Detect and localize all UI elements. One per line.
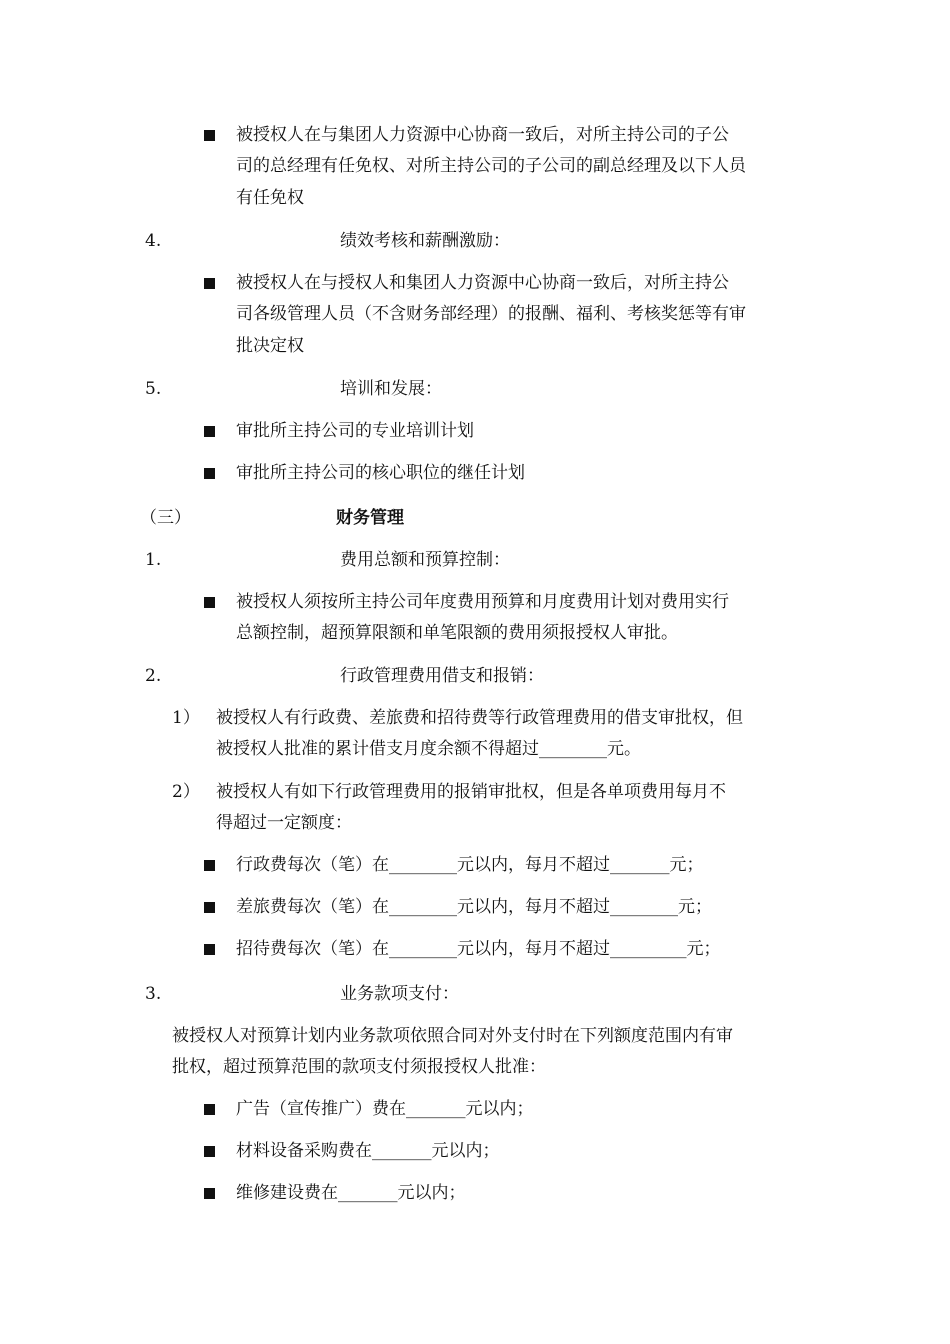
- section-heading: 培训和发展：: [340, 379, 442, 399]
- section-heading: 费用总额和预算控制：: [340, 550, 510, 570]
- paragraph-text: 批权，超过预算范围的款项支付须报授权人批准：: [172, 1057, 546, 1077]
- item-text: 被授权人有如下行政管理费用的报销审批权，但是各单项费用每月不: [216, 782, 726, 802]
- bullet-square-icon: [204, 278, 215, 289]
- bullet-text: 司各级管理人员（不含财务部经理）的报酬、福利、考核奖惩等有审: [236, 304, 746, 324]
- bullet-square-icon: [204, 944, 215, 955]
- bullet-square-icon: [204, 468, 215, 479]
- bullet-text: 差旅费每次（笔）在________元以内，每月不超过________元；: [236, 897, 712, 917]
- bullet-text: 批决定权: [236, 336, 304, 356]
- section-number: 2.: [145, 666, 162, 686]
- bullet-text: 司的总经理有任免权、对所主持公司的子公司的副总经理及以下人员: [236, 156, 746, 176]
- bullet-square-icon: [204, 1188, 215, 1199]
- bullet-square-icon: [204, 130, 215, 141]
- bullet-text: 广告（宣传推广）费在_______元以内；: [236, 1099, 534, 1119]
- bullet-square-icon: [204, 426, 215, 437]
- item-number: 1）: [172, 708, 200, 728]
- chapter-heading: 财务管理: [336, 508, 404, 528]
- item-text: 被授权人有行政费、差旅费和招待费等行政管理费用的借支审批权，但: [216, 708, 743, 728]
- bullet-square-icon: [204, 860, 215, 871]
- section-number: 4.: [145, 231, 162, 251]
- bullet-square-icon: [204, 1146, 215, 1157]
- bullet-square-icon: [204, 902, 215, 913]
- bullet-text: 招待费每次（笔）在________元以内，每月不超过_________元；: [236, 939, 721, 959]
- section-number: 5.: [145, 379, 162, 399]
- bullet-square-icon: [204, 1104, 215, 1115]
- section-heading: 行政管理费用借支和报销：: [340, 666, 544, 686]
- bullet-text: 被授权人在与授权人和集团人力资源中心协商一致后，对所主持公: [236, 273, 729, 293]
- bullet-text: 被授权人在与集团人力资源中心协商一致后，对所主持公司的子公: [236, 125, 729, 145]
- bullet-text: 行政费每次（笔）在________元以内，每月不超过_______元；: [236, 855, 704, 875]
- section-heading: 业务款项支付：: [340, 984, 459, 1004]
- bullet-text: 材料设备采购费在_______元以内；: [236, 1141, 500, 1161]
- bullet-text: 被授权人须按所主持公司年度费用预算和月度费用计划对费用实行: [236, 592, 729, 612]
- bullet-text: 维修建设费在_______元以内；: [236, 1183, 466, 1203]
- bullet-text: 审批所主持公司的核心职位的继任计划: [236, 463, 525, 483]
- section-number: 1.: [145, 550, 162, 570]
- section-heading: 绩效考核和薪酬激励：: [340, 231, 510, 251]
- bullet-square-icon: [204, 597, 215, 608]
- item-number: 2）: [172, 782, 200, 802]
- chapter-number: （三）: [140, 508, 191, 528]
- bullet-text: 有任免权: [236, 188, 304, 208]
- section-number: 3.: [145, 984, 162, 1004]
- item-text: 得超过一定额度：: [216, 813, 352, 833]
- bullet-text: 审批所主持公司的专业培训计划: [236, 421, 474, 441]
- item-text: 被授权人批准的累计借支月度余额不得超过________元。: [216, 739, 641, 759]
- bullet-text: 总额控制，超预算限额和单笔限额的费用须报授权人审批。: [236, 623, 678, 643]
- paragraph-text: 被授权人对预算计划内业务款项依照合同对外支付时在下列额度范围内有审: [172, 1026, 733, 1046]
